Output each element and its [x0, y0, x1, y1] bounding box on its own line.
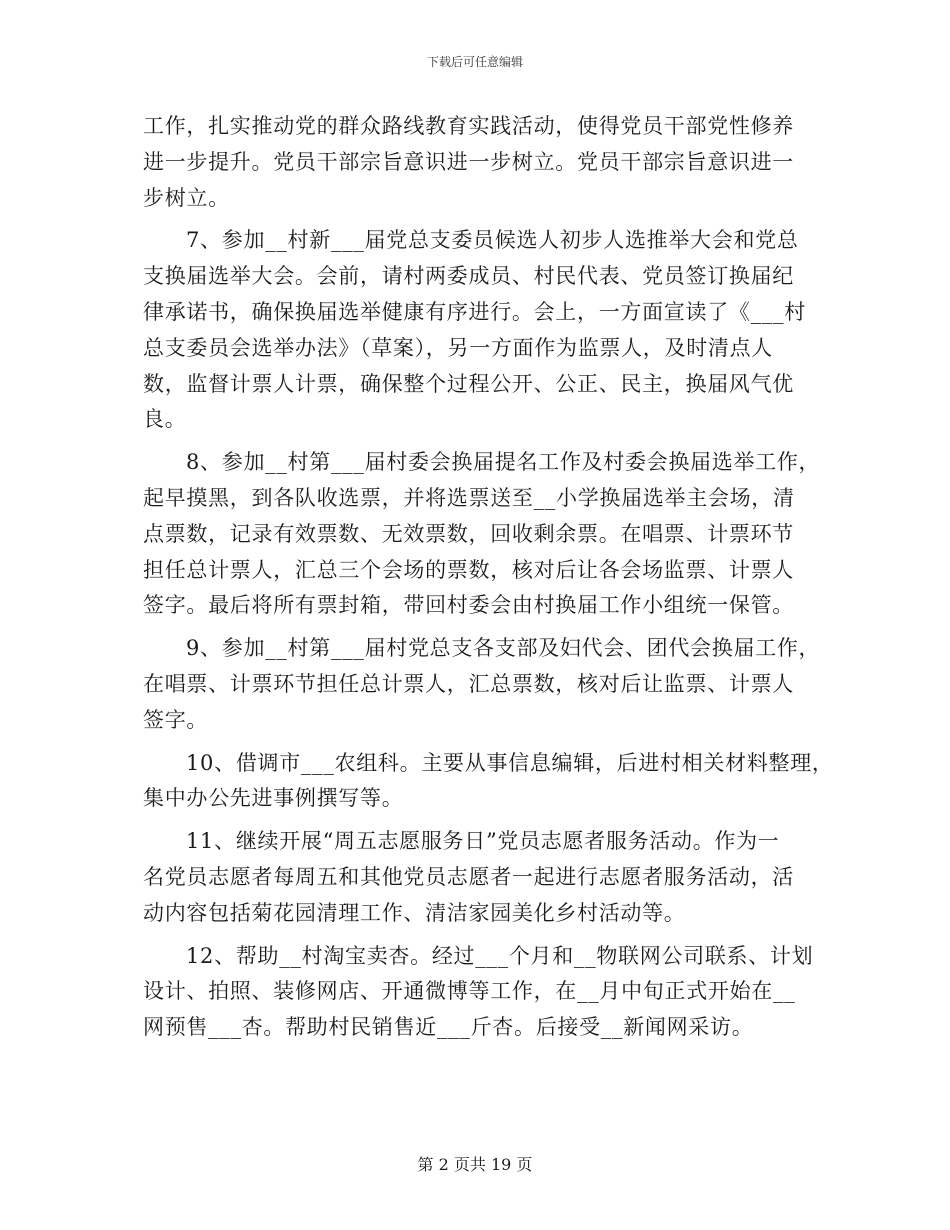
paragraph-item-7	[143, 223, 833, 438]
paragraph-line: 数，监督计票人计票，确保整个过程公开、公正、民主，换届风气优	[143, 371, 794, 396]
paragraph-line: 进一步提升。党员干部宗旨意识进一步树立。党员干部宗旨意识进一	[143, 149, 794, 174]
paragraph-line: 工作，扎实推动党的群众路线教育实践活动，使得党员干部党性修养	[143, 114, 794, 138]
paragraph-line: 签字。	[143, 707, 209, 732]
paragraph-line: 律承诺书，确保换届选举健康有序进行。会上，一方面宣读了《___村	[143, 299, 806, 324]
paragraph-line: 动内容包括菊花园清理工作、清洁家园美化乡村活动等。	[143, 900, 686, 925]
paragraph-line: 9、参加__村第___届村党总支各支部及妇代会、团代会换届工作，	[186, 636, 821, 661]
paragraph-line: 名党员志愿者每周五和其他党员志愿者一起进行志愿者服务活动，活	[143, 864, 794, 889]
paragraph-line: 支换届选举大会。会前，请村两委成员、村民代表、党员签订换届纪	[143, 264, 794, 289]
paragraph-line: 集中办公先进事例撰写等。	[143, 786, 404, 811]
paragraph-line: 11、继续开展“周五志愿服务日”党员志愿者服务活动。作为一	[186, 829, 780, 854]
paragraph-item-11	[143, 824, 833, 931]
page-header: 下载后可任意编辑	[426, 55, 523, 69]
paragraph-line: 点票数，记录有效票数、无效票数，回收剩余票。在唱票、计票环节	[143, 521, 794, 546]
paragraph-item-8	[143, 445, 833, 624]
paragraph-line: 起早摸黑，到各队收选票，并将选票送至__小学换届选举主会场，清	[143, 485, 795, 510]
paragraph-line: 担任总计票人，汇总三个会场的票数，核对后让各会场监票、计票人	[143, 557, 794, 582]
paragraph-line: 网预售___杏。帮助村民销售近___斤杏。后接受__新闻网采访。	[143, 1015, 754, 1040]
paragraph-item-10	[143, 746, 833, 818]
paragraph-continuation	[143, 109, 833, 216]
paragraph-line: 步树立。	[143, 185, 230, 210]
document-body	[143, 109, 833, 1053]
page-number-footer: 第 2 页共 19 页	[417, 1155, 533, 1174]
paragraph-line: 7、参加__村新___届党总支委员候选人初步人选推举大会和党总	[186, 228, 799, 253]
paragraph-item-9	[143, 631, 833, 738]
paragraph-line: 10、借调市___农组科。主要从事信息编辑，后进村相关材料整理，	[186, 750, 834, 775]
paragraph-line: 总支委员会选举办法》（草案），另一方面作为监票人，及时清点人	[143, 335, 773, 360]
paragraph-line: 12、帮助__村淘宝卖杏。经过___个月和__物联网公司联系、计划	[186, 943, 814, 968]
paragraph-line: 良。	[143, 407, 187, 432]
paragraph-line: 在唱票、计票环节担任总计票人，汇总票数，核对后让监票、计票人	[143, 671, 794, 696]
paragraph-line: 设计、拍照、装修网店、开通微博等工作，在__月中旬正式开始在__	[143, 979, 796, 1004]
paragraph-line: 8、参加__村第___届村委会换届提名工作及村委会换届选举工作，	[186, 450, 821, 475]
paragraph-item-12	[143, 939, 833, 1046]
paragraph-line: 签字。最后将所有票封箱，带回村委会由村换届工作小组统一保管。	[143, 593, 794, 618]
